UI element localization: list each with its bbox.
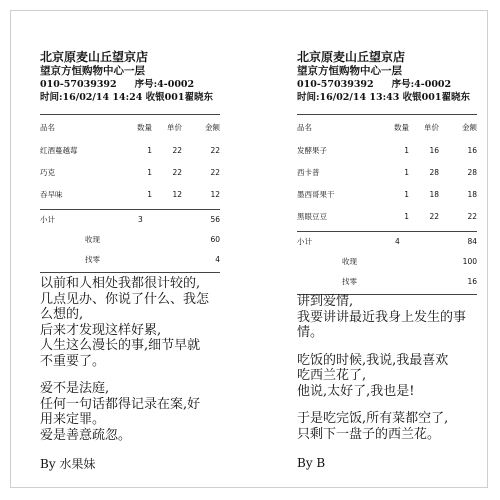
note-signature: By B bbox=[297, 456, 326, 470]
item-qty: 1 bbox=[404, 211, 409, 221]
item-price: 22 bbox=[172, 167, 182, 177]
note-line: 爱是善意疏忽。 bbox=[40, 427, 132, 443]
table-row bbox=[40, 139, 220, 161]
table-row bbox=[297, 161, 477, 183]
header-qty: 数量 bbox=[394, 122, 409, 132]
item-qty: 1 bbox=[404, 189, 409, 199]
items-table bbox=[297, 115, 477, 227]
received-row bbox=[40, 230, 220, 250]
store-branch: 望京方恒购物中心一层 bbox=[40, 65, 145, 77]
note-paragraph bbox=[40, 276, 240, 369]
note-line: 不重要了。 bbox=[40, 353, 106, 369]
note-line: 任何一句话都得记录在案,好 bbox=[40, 396, 201, 412]
note-line: 几点见办、你说了什么、我怎 bbox=[40, 291, 210, 307]
time-cashier-line: 时间:16/02/14 14:24 收银001翟晓东 bbox=[40, 92, 213, 103]
item-price: 22 bbox=[172, 145, 182, 155]
note-paragraph bbox=[297, 294, 467, 341]
note-paragraph bbox=[297, 411, 467, 442]
note-line: 情。 bbox=[297, 325, 324, 340]
items-table bbox=[40, 115, 220, 205]
item-name: 巧克 bbox=[40, 167, 55, 177]
received-row bbox=[297, 252, 477, 272]
subtotal-qty: 4 bbox=[395, 237, 400, 246]
change-label: 找零 bbox=[342, 277, 357, 286]
item-name: 吞早味 bbox=[40, 189, 63, 199]
item-name: 红酒蔓越莓 bbox=[40, 145, 78, 155]
time-cashier-line: 时间:16/02/14 13:43 收银001翟晓东 bbox=[297, 92, 470, 103]
phone-number: 010-57039392 bbox=[40, 79, 117, 90]
item-price: 18 bbox=[429, 189, 439, 199]
table-header-row bbox=[40, 115, 220, 139]
note-line: 后来才发现这样好累, bbox=[40, 322, 162, 338]
received-amount: 100 bbox=[462, 257, 477, 266]
subtotal-amount: 84 bbox=[467, 237, 477, 246]
receipt-left bbox=[40, 50, 220, 273]
note-paragraph bbox=[297, 353, 467, 400]
table-row bbox=[297, 183, 477, 205]
note-line: 只剩下一盘子的西兰花。 bbox=[297, 426, 441, 442]
header-amount: 金额 bbox=[462, 122, 477, 132]
table-row bbox=[40, 161, 220, 183]
item-amount: 18 bbox=[467, 189, 477, 199]
store-name: 北京原麦山丘望京店 bbox=[40, 50, 149, 64]
store-name: 北京原麦山丘望京店 bbox=[297, 50, 406, 64]
header-price: 单价 bbox=[424, 122, 439, 132]
item-price: 22 bbox=[429, 211, 439, 221]
header-name: 品名 bbox=[40, 122, 55, 132]
receipt-right bbox=[297, 50, 477, 295]
item-amount: 28 bbox=[467, 167, 477, 177]
subtotal-label: 小计 bbox=[297, 237, 312, 246]
note-line: 讲到爱情, bbox=[297, 294, 354, 309]
note-line: 人生这么漫长的事,细节早就 bbox=[40, 338, 201, 353]
item-price: 16 bbox=[429, 145, 439, 155]
phone-number: 010-57039392 bbox=[297, 79, 374, 90]
item-qty: 1 bbox=[147, 145, 152, 155]
table-row bbox=[297, 205, 477, 227]
change-row bbox=[40, 250, 220, 270]
note-line: 以前和人相处我都很计较的, bbox=[40, 276, 201, 291]
note-paragraph bbox=[40, 381, 240, 443]
item-amount: 16 bbox=[467, 145, 477, 155]
item-name: 黑眼豆豆 bbox=[297, 211, 327, 221]
sequence-number: 序号:4-0002 bbox=[391, 79, 452, 90]
note-line: 爱不是法庭, bbox=[40, 381, 110, 396]
summary bbox=[297, 231, 477, 292]
received-label: 收现 bbox=[342, 257, 357, 266]
phone-row bbox=[40, 78, 220, 91]
header-price: 单价 bbox=[167, 122, 182, 132]
received-label: 收现 bbox=[85, 235, 100, 244]
subtotal-row bbox=[40, 210, 220, 230]
note-signature: By 水果妹 bbox=[40, 457, 96, 471]
change-row bbox=[297, 272, 477, 292]
change-label: 找零 bbox=[85, 255, 100, 264]
item-qty: 1 bbox=[404, 145, 409, 155]
subtotal-label: 小计 bbox=[40, 215, 55, 224]
note-line: 我要讲讲最近我身上发生的事 bbox=[297, 309, 467, 325]
received-amount: 60 bbox=[210, 235, 220, 244]
note-left bbox=[40, 276, 240, 473]
store-branch: 望京方恒购物中心一层 bbox=[297, 65, 402, 77]
subtotal-row bbox=[297, 232, 477, 252]
note-line: 他说,太好了,我也是! bbox=[297, 383, 415, 399]
item-name: 西卡普 bbox=[297, 167, 320, 177]
table-row bbox=[297, 139, 477, 161]
item-amount: 22 bbox=[467, 211, 477, 221]
note-line: 吃西兰花了, bbox=[297, 368, 367, 383]
header-qty: 数量 bbox=[137, 122, 152, 132]
note-line: 用来定罪。 bbox=[40, 412, 106, 427]
item-name: 发酵果子 bbox=[297, 145, 327, 155]
note-line: 于是吃完饭,所有菜都空了, bbox=[297, 411, 449, 426]
item-qty: 1 bbox=[147, 189, 152, 199]
change-amount: 16 bbox=[467, 277, 477, 286]
item-amount: 22 bbox=[210, 167, 220, 177]
item-price: 12 bbox=[172, 189, 182, 199]
item-amount: 12 bbox=[210, 189, 220, 199]
note-line: 吃饭的时候,我说,我最喜欢 bbox=[297, 352, 449, 368]
item-price: 28 bbox=[429, 167, 439, 177]
subtotal-amount: 56 bbox=[210, 215, 220, 224]
divider bbox=[40, 272, 220, 273]
table-header-row bbox=[297, 115, 477, 139]
sequence-number: 序号:4-0002 bbox=[134, 79, 195, 90]
item-qty: 1 bbox=[147, 167, 152, 177]
header-amount: 金额 bbox=[205, 122, 220, 132]
note-right bbox=[297, 294, 467, 472]
header-name: 品名 bbox=[297, 122, 312, 132]
change-amount: 4 bbox=[215, 255, 220, 264]
note-line: 么想的, bbox=[40, 307, 84, 322]
item-amount: 22 bbox=[210, 145, 220, 155]
phone-row bbox=[297, 78, 477, 91]
subtotal-qty: 3 bbox=[138, 215, 143, 224]
summary bbox=[40, 209, 220, 270]
item-qty: 1 bbox=[404, 167, 409, 177]
item-name: 墨西哥果干 bbox=[297, 189, 335, 199]
table-row bbox=[40, 183, 220, 205]
